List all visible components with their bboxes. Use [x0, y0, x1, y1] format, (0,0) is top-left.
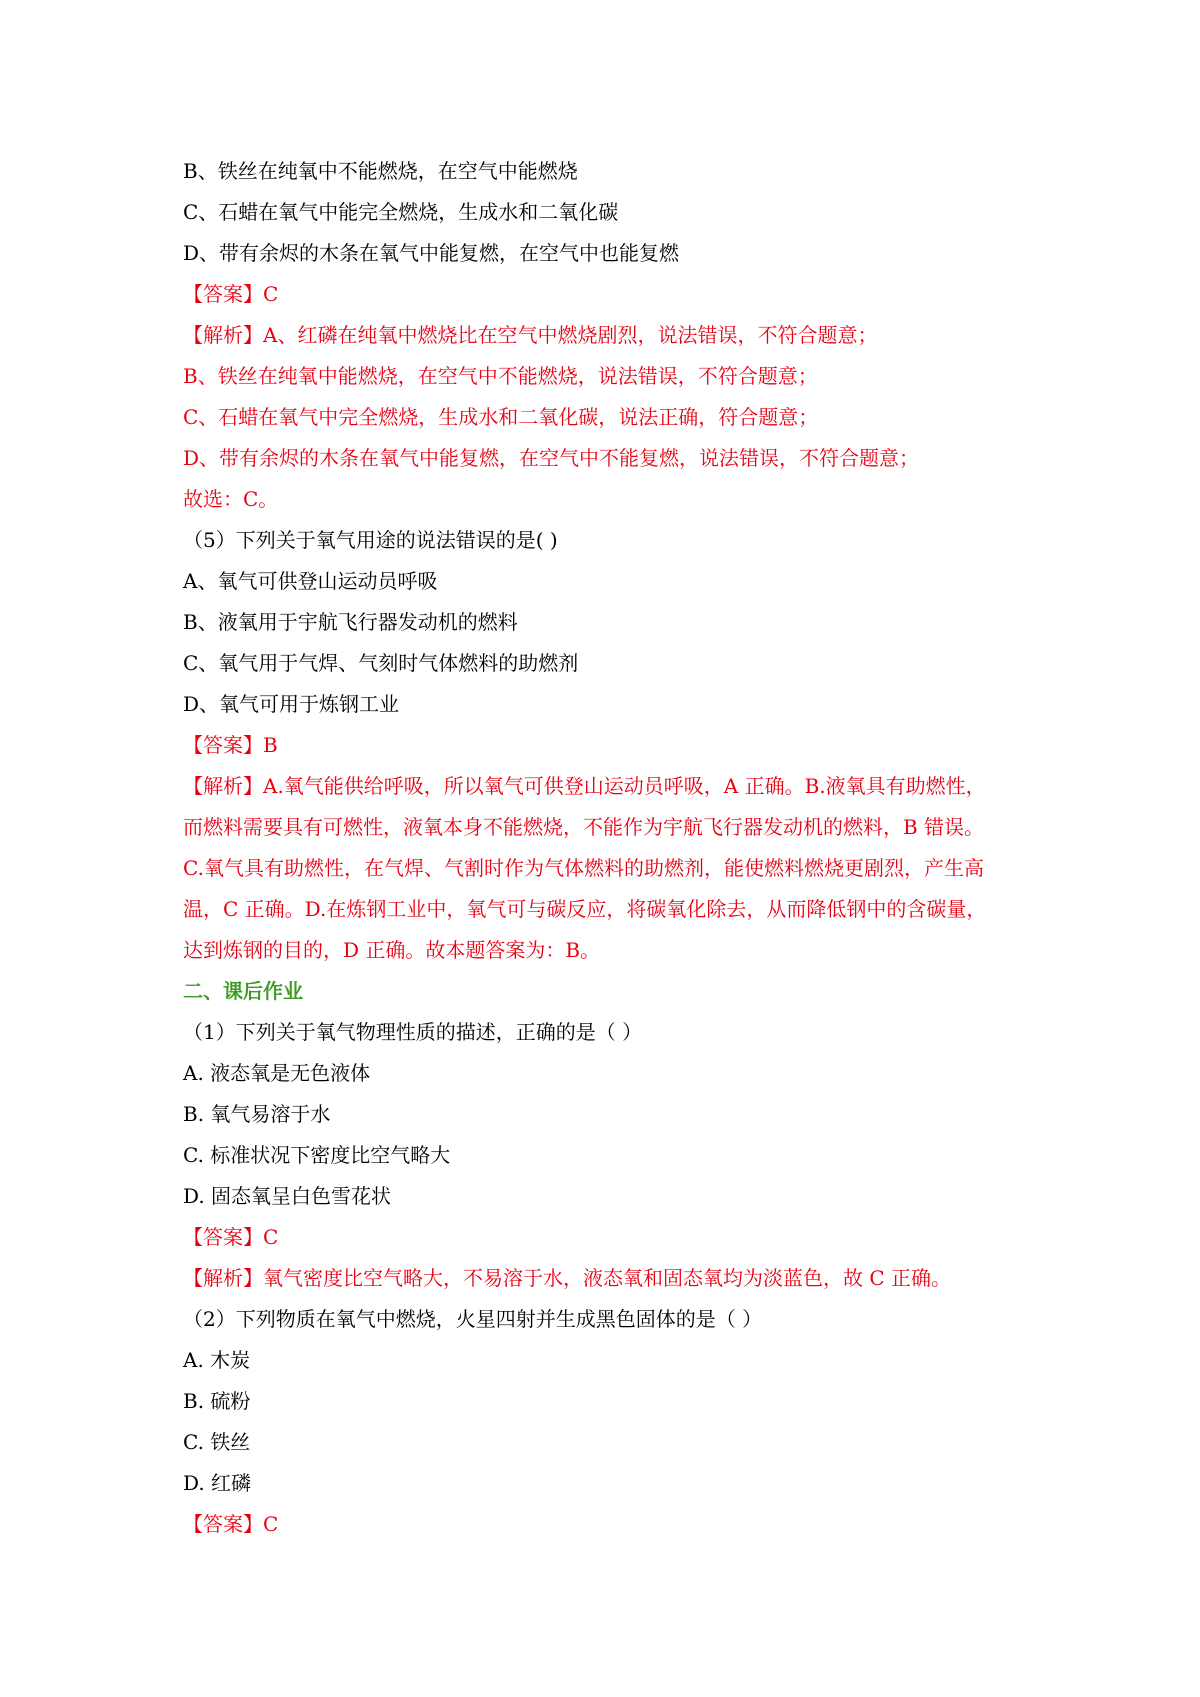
text-line: D、带有余烬的木条在氧气中能复燃，在空气中不能复燃，说法错误，不符合题意； — [183, 446, 920, 470]
text-line: A. 液态氧是无色液体 — [183, 1061, 371, 1085]
text-line: B、铁丝在纯氧中能燃烧，在空气中不能燃烧，说法错误，不符合题意； — [183, 364, 818, 388]
text-line: （5）下列关于氧气用途的说法错误的是( ) — [183, 528, 558, 552]
text-line: （1）下列关于氧气物理性质的描述，正确的是（ ） — [183, 1020, 643, 1044]
text-line: 【解析】氧气密度比空气略大，不易溶于水，液态氧和固态氧均为淡蓝色，故 C 正确。 — [183, 1266, 952, 1290]
text-line: A. 木炭 — [183, 1348, 251, 1372]
text-line: B、液氧用于宇航飞行器发动机的燃料 — [183, 610, 518, 634]
text-line: 温，C 正确。D.在炼钢工业中，氧气可与碳反应，将碳氧化除去，从而降低钢中的含碳量， — [183, 897, 987, 921]
text-line: 【答案】C — [183, 282, 279, 306]
text-line: D、氧气可用于炼钢工业 — [183, 692, 400, 716]
text-line: C. 铁丝 — [183, 1430, 251, 1454]
text-line: C.氧气具有助燃性，在气焊、气割时作为气体燃料的助燃剂，能使燃料燃烧更剧烈，产生高 — [183, 856, 984, 880]
text-line: D. 固态氧呈白色雪花状 — [183, 1184, 392, 1208]
text-line: B. 氧气易溶于水 — [183, 1102, 331, 1126]
text-line: 【解析】A.氧气能供给呼吸，所以氧气可供登山运动员呼吸，A 正确。B.液氧具有助燃性， — [183, 774, 986, 798]
text-line: 而燃料需要具有可燃性，液氧本身不能燃烧，不能作为宇航飞行器发动机的燃料，B 错误。 — [183, 815, 985, 839]
text-line: C. 标准状况下密度比空气略大 — [183, 1143, 451, 1167]
text-line: 【答案】B — [183, 733, 278, 757]
text-line: 【答案】C — [183, 1225, 279, 1249]
text-line: C、石蜡在氧气中完全燃烧，生成水和二氧化碳，说法正确，符合题意； — [183, 405, 819, 429]
text-line: 【答案】C — [183, 1512, 279, 1536]
text-line: B. 硫粉 — [183, 1389, 251, 1413]
text-line: C、氧气用于气焊、气刻时气体燃料的助燃剂 — [183, 651, 579, 675]
text-line: B、铁丝在纯氧中不能燃烧，在空气中能燃烧 — [183, 159, 578, 183]
text-line: 【解析】A、红磷在纯氧中燃烧比在空气中燃烧剧烈，说法错误，不符合题意； — [183, 323, 878, 347]
text-line: 故选：C。 — [183, 487, 279, 511]
text-line: 达到炼钢的目的，D 正确。故本题答案为：B。 — [183, 938, 601, 962]
text-line: 二、课后作业 — [183, 979, 303, 1003]
text-line: D. 红磷 — [183, 1471, 252, 1495]
text-line: D、带有余烬的木条在氧气中能复燃，在空气中也能复燃 — [183, 241, 680, 265]
text-line: （2）下列物质在氧气中燃烧，火星四射并生成黑色固体的是（ ） — [183, 1307, 763, 1331]
document-body — [183, 151, 1033, 1545]
text-line: A、氧气可供登山运动员呼吸 — [183, 569, 438, 593]
text-line: C、石蜡在氧气中能完全燃烧，生成水和二氧化碳 — [183, 200, 619, 224]
